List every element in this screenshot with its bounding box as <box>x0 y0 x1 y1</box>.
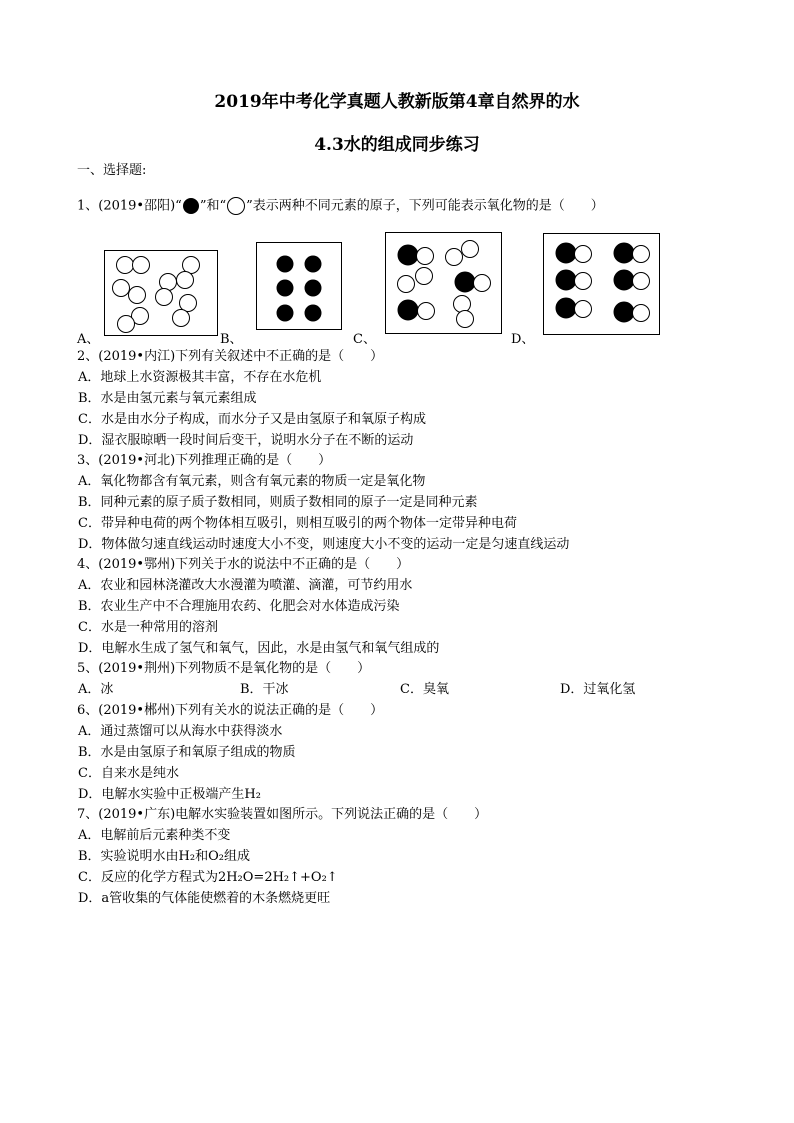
page-title-line1: 2019年中考化学真题人教新版第4章自然界的水 <box>214 92 580 112</box>
black-atom-icon <box>182 197 200 215</box>
q5-option-c: C．臭氧 <box>400 682 449 697</box>
option-c-label: C、 <box>353 332 376 347</box>
q4-option-a: A．农业和园林浇灌改大水漫灌为喷灌、滴灌，可节约用水 <box>78 578 413 593</box>
q6-option-c: C．自来水是纯水 <box>78 766 179 781</box>
q6-option-a: A．通过蒸馏可以从海水中获得淡水 <box>78 724 283 739</box>
q2-option-c: C．水是由水分子构成，而水分子又是由氢原子和氧原子构成 <box>78 412 426 427</box>
question-5-stem: 5、(2019•荆州)下列物质不是氧化物的是（ ） <box>77 661 371 676</box>
option-b-diagram <box>256 242 342 330</box>
option-a-diagram <box>104 250 218 336</box>
q5-option-d: D．过氧化氢 <box>560 682 636 697</box>
q1-suffix: ”表示两种不同元素的原子，下列可能表示氧化物的是（ ） <box>246 198 604 214</box>
question-1-stem <box>77 196 604 216</box>
molecule-diagram-b <box>257 243 341 329</box>
q3-option-c: C．带异种电荷的两个物体相互吸引，则相互吸引的两个物体一定带异种电荷 <box>78 516 517 531</box>
q6-option-d: D．电解水实验中正极端产生H₂ <box>78 787 261 802</box>
q2-option-b: B．水是由氢元素与氧元素组成 <box>78 391 257 406</box>
question-3-stem: 3、(2019•河北)下列推理正确的是（ ） <box>77 453 332 468</box>
q7-option-c: C．反应的化学方程式为2H₂O=2H₂↑+O₂↑ <box>78 870 338 885</box>
question-4-stem: 4、(2019•鄂州)下列关于水的说法中不正确的是（ ） <box>77 557 410 572</box>
option-b-label: B、 <box>220 332 243 347</box>
q4-option-c: C．水是一种常用的溶剂 <box>78 620 218 635</box>
section-heading: 一、选择题: <box>77 163 147 178</box>
question-7-stem: 7、(2019•广东)电解水实验装置如图所示。下列说法正确的是（ ） <box>77 807 488 822</box>
option-c-diagram <box>385 232 502 334</box>
q3-option-d: D．物体做匀速直线运动时速度大小不变，则速度大小不变的运动一定是匀速直线运动 <box>78 537 570 552</box>
q2-option-d: D．湿衣服晾晒一段时间后变干，说明水分子在不断的运动 <box>78 433 414 448</box>
q1-prefix: 1、(2019•邵阳)“ <box>77 198 182 214</box>
question-6-stem: 6、(2019•郴州)下列有关水的说法正确的是（ ） <box>77 703 384 718</box>
option-d-label: D、 <box>511 332 535 347</box>
q7-option-a: A．电解前后元素种类不变 <box>78 828 231 843</box>
molecule-diagram-d <box>544 234 659 334</box>
q4-option-b: B．农业生产中不合理施用农药、化肥会对水体造成污染 <box>78 599 400 614</box>
q5-option-b: B．干冰 <box>240 682 289 697</box>
question-2-stem: 2、(2019•内江)下列有关叙述中不正确的是（ ） <box>77 349 384 364</box>
q2-option-a: A．地球上水资源极其丰富，不存在水危机 <box>78 370 322 385</box>
molecule-diagram-a <box>105 251 217 335</box>
molecule-diagram-c <box>386 233 501 333</box>
q6-option-b: B．水是由氢原子和氧原子组成的物质 <box>78 745 296 760</box>
q4-option-d: D．电解水生成了氢气和氧气，因此，水是由氢气和氧气组成的 <box>78 641 440 656</box>
q5-option-a: A．冰 <box>78 682 114 697</box>
q7-option-d: D．a管收集的气体能使燃着的木条燃烧更旺 <box>78 891 331 906</box>
q3-option-b: B．同种元素的原子质子数相同，则质子数相同的原子一定是同种元素 <box>78 495 478 510</box>
option-d-diagram <box>543 233 660 335</box>
page-title-line2: 4.3水的组成同步练习 <box>314 135 480 155</box>
q1-mid: ”和“ <box>199 198 227 214</box>
option-a-label: A、 <box>77 332 100 347</box>
white-atom-icon <box>226 196 246 216</box>
q7-option-b: B．实验说明水由H₂和O₂组成 <box>78 849 250 864</box>
q3-option-a: A．氧化物都含有氧元素，则含有氧元素的物质一定是氧化物 <box>78 474 426 489</box>
